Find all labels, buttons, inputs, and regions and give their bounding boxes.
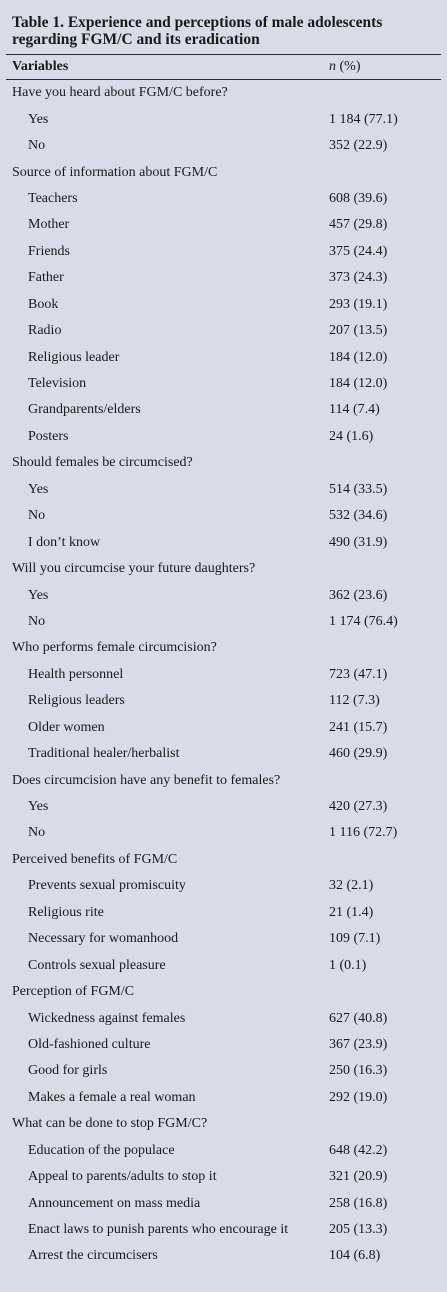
response-label: Religious leaders xyxy=(28,693,125,709)
count-percent-value: 1 184 (77.1) xyxy=(329,111,398,127)
table-row xyxy=(0,662,447,688)
table-row xyxy=(0,265,447,291)
table-body xyxy=(0,80,447,1270)
count-percent-value: 109 (7.1) xyxy=(329,931,381,947)
response-label: Necessary for womanhood xyxy=(28,931,179,947)
table-row xyxy=(0,318,447,344)
count-percent-value: 112 (7.3) xyxy=(329,693,380,709)
response-label: Yes xyxy=(28,587,49,603)
response-label: No xyxy=(28,613,46,629)
table-row xyxy=(0,794,447,820)
count-percent-value: 104 (6.8) xyxy=(329,1248,381,1264)
response-label: Radio xyxy=(28,323,62,339)
table-row xyxy=(0,1005,447,1031)
count-percent-value: 352 (22.9) xyxy=(329,138,388,154)
count-percent-value: 420 (27.3) xyxy=(329,799,388,815)
question-row xyxy=(0,159,447,185)
table-row xyxy=(0,371,447,397)
count-percent-value: 1 174 (76.4) xyxy=(329,613,398,629)
question-row xyxy=(0,556,447,582)
table-row xyxy=(0,239,447,265)
table-row xyxy=(0,106,447,132)
response-label: Old-fashioned culture xyxy=(28,1036,151,1052)
question-row xyxy=(0,767,447,793)
response-label: Announcement on mass media xyxy=(28,1195,201,1211)
table-row xyxy=(0,1190,447,1216)
count-percent-value: 24 (1.6) xyxy=(329,428,374,444)
count-percent-value: 460 (29.9) xyxy=(329,746,388,762)
table-row xyxy=(0,582,447,608)
response-label: Posters xyxy=(28,428,69,444)
question-row xyxy=(0,1111,447,1137)
table-row xyxy=(0,688,447,714)
count-percent-value: 532 (34.6) xyxy=(329,508,388,524)
count-percent-value: 250 (16.3) xyxy=(329,1063,388,1079)
count-percent-value: 293 (19.1) xyxy=(329,296,388,312)
table-row xyxy=(0,503,447,529)
table-row xyxy=(0,344,447,370)
question-label: Will you circumcise your future daughters? xyxy=(12,561,256,577)
table-row xyxy=(0,1085,447,1111)
table-row xyxy=(0,900,447,926)
question-label: Who performs female circumcision? xyxy=(12,640,217,656)
response-label: Yes xyxy=(28,111,49,127)
header-percent: (%) xyxy=(339,59,361,74)
response-label: No xyxy=(28,508,46,524)
table-row xyxy=(0,186,447,212)
count-percent-value: 258 (16.8) xyxy=(329,1195,388,1211)
question-label: Perception of FGM/C xyxy=(12,984,135,1000)
response-label: Traditional healer/herbalist xyxy=(28,746,180,762)
count-percent-value: 1 (0.1) xyxy=(329,957,367,973)
count-percent-value: 184 (12.0) xyxy=(329,349,388,365)
response-label: Book xyxy=(28,296,59,312)
table-row xyxy=(0,926,447,952)
response-label: Makes a female a real woman xyxy=(28,1089,196,1105)
count-percent-value: 362 (23.6) xyxy=(329,587,388,603)
question-row xyxy=(0,979,447,1005)
response-label: Arrest the circumcisers xyxy=(28,1248,158,1264)
response-label: I don’t know xyxy=(28,534,101,550)
table-row xyxy=(0,1058,447,1084)
response-label: Religious rite xyxy=(28,904,104,920)
question-label: Does circumcision have any benefit to females? xyxy=(12,772,281,788)
count-percent-value: 514 (33.5) xyxy=(329,481,388,497)
question-row xyxy=(0,450,447,476)
table-row xyxy=(0,609,447,635)
count-percent-value: 1 116 (72.7) xyxy=(329,825,398,841)
count-percent-value: 375 (24.4) xyxy=(329,243,388,259)
response-label: Mother xyxy=(28,217,70,233)
question-row xyxy=(0,635,447,661)
question-row xyxy=(0,80,447,106)
count-percent-value: 457 (29.8) xyxy=(329,217,388,233)
count-percent-value: 373 (24.3) xyxy=(329,270,388,286)
response-label: Controls sexual pleasure xyxy=(28,957,166,973)
count-percent-value: 627 (40.8) xyxy=(329,1010,388,1026)
header-n-percent xyxy=(329,59,415,75)
count-percent-value: 648 (42.2) xyxy=(329,1142,388,1158)
response-label: Teachers xyxy=(28,190,78,206)
table-row xyxy=(0,1138,447,1164)
table-row xyxy=(0,212,447,238)
table-row xyxy=(0,820,447,846)
table-row xyxy=(0,1164,447,1190)
response-label: Good for girls xyxy=(28,1063,108,1079)
count-percent-value: 723 (47.1) xyxy=(329,666,388,682)
table-row xyxy=(0,424,447,450)
count-percent-value: 292 (19.0) xyxy=(329,1089,388,1105)
response-label: Health personnel xyxy=(28,666,124,682)
response-label: Wickedness against females xyxy=(28,1010,186,1026)
table-row xyxy=(0,133,447,159)
response-label: Appeal to parents/adults to stop it xyxy=(28,1169,217,1185)
table-row xyxy=(0,873,447,899)
response-label: Television xyxy=(28,376,87,392)
question-label: Have you heard about FGM/C before? xyxy=(12,85,228,101)
header-variables: Variables xyxy=(12,59,69,74)
question-label: Source of information about FGM/C xyxy=(12,164,218,180)
response-label: Yes xyxy=(28,481,49,497)
response-label: Enact laws to punish parents who encourage it xyxy=(28,1222,289,1238)
response-label: Grandparents/elders xyxy=(28,402,141,418)
count-percent-value: 490 (31.9) xyxy=(329,534,388,550)
count-percent-value: 114 (7.4) xyxy=(329,402,380,418)
count-percent-value: 205 (13.3) xyxy=(329,1222,388,1238)
table-row xyxy=(0,715,447,741)
count-percent-value: 32 (2.1) xyxy=(329,878,374,894)
question-label: Should females be circumcised? xyxy=(12,455,193,471)
table-row xyxy=(0,529,447,555)
count-percent-value: 241 (15.7) xyxy=(329,719,388,735)
question-row xyxy=(0,847,447,873)
response-label: Education of the populace xyxy=(28,1142,175,1158)
response-label: Prevents sexual promiscuity xyxy=(28,878,186,894)
count-percent-value: 21 (1.4) xyxy=(329,904,374,920)
response-label: No xyxy=(28,825,46,841)
question-label: What can be done to stop FGM/C? xyxy=(12,1116,208,1132)
count-percent-value: 184 (12.0) xyxy=(329,376,388,392)
response-label: Friends xyxy=(28,243,70,259)
count-percent-value: 367 (23.9) xyxy=(329,1036,388,1052)
table-header xyxy=(0,55,447,79)
table-row xyxy=(0,292,447,318)
response-label: Older women xyxy=(28,719,105,735)
table-row xyxy=(0,741,447,767)
response-label: Yes xyxy=(28,799,49,815)
table-title: Table 1. Experience and perceptions of male adolescents regarding FGM/C and its eradication xyxy=(12,14,383,48)
table-row xyxy=(0,1243,447,1269)
table-row xyxy=(0,477,447,503)
count-percent-value: 321 (20.9) xyxy=(329,1169,388,1185)
header-n: n xyxy=(329,59,336,74)
response-label: Religious leader xyxy=(28,349,120,365)
table-row xyxy=(0,1032,447,1058)
count-percent-value: 608 (39.6) xyxy=(329,190,388,206)
table-row xyxy=(0,952,447,978)
response-label: Father xyxy=(28,270,64,286)
table-row xyxy=(0,1217,447,1243)
table-row xyxy=(0,397,447,423)
question-label: Perceived benefits of FGM/C xyxy=(12,851,178,867)
count-percent-value: 207 (13.5) xyxy=(329,323,388,339)
response-label: No xyxy=(28,138,46,154)
